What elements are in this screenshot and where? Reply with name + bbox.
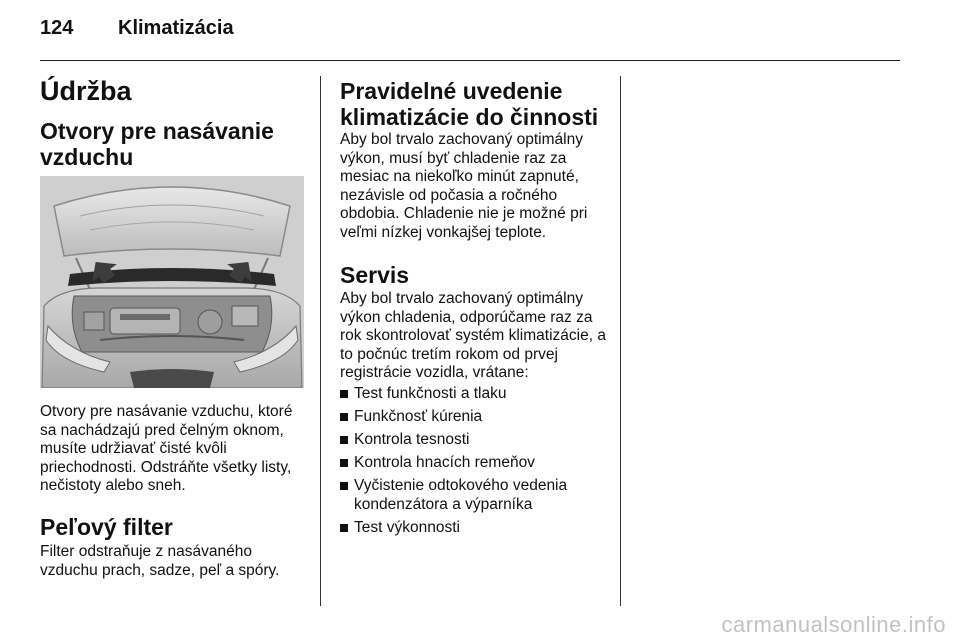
intake-text: Otvory pre nasávanie vzduchu, ktoré sa nachádzajú pred čelným oknom, musíte udržiavať čisté kvôli priechodnosti. Odstráňte všetky listy, nečistoty alebo sneh. <box>40 403 293 494</box>
list-item: Funkčnosť kúrenia <box>340 408 608 427</box>
header-divider <box>40 60 900 61</box>
service-heading: Servis <box>340 262 410 288</box>
intake-heading: Otvory pre nasávanie vzduchu <box>40 118 274 170</box>
column-divider-left <box>320 76 321 606</box>
section-title: Údržba <box>40 76 132 106</box>
chapter-title: Klimatizácia <box>118 17 234 39</box>
watermark: carmanualsonline.info <box>721 612 946 637</box>
car-open-hood-illustration <box>40 176 304 388</box>
list-item: Kontrola hnacích remeňov <box>340 454 608 473</box>
service-checklist <box>340 385 608 542</box>
filter-text: Filter odstraňuje z nasávaného vzduchu prach, sadze, peľ a spóry. <box>40 543 280 579</box>
list-item: Test funkčnosti a tlaku <box>340 385 608 404</box>
service-text: Aby bol trvalo zachovaný optimálny výkon chladenia, odporúčame raz za rok skontrolovať systém klimatizácie, a to počnúc tretím rokom od prvej registrácie vozidla, vrátane: <box>340 290 606 381</box>
list-item: Kontrola tesnosti <box>340 431 608 450</box>
list-item: Test výkonnosti <box>340 519 608 538</box>
filter-heading: Peľový filter <box>40 514 173 540</box>
hood-figure-svg <box>40 176 304 388</box>
page-number: 124 <box>40 17 74 39</box>
list-item: Vyčistenie odtokového vedenia kondenzátora a výparníka <box>340 477 608 514</box>
regular-operation-text: Aby bol trvalo zachovaný optimálny výkon, musí byť chladenie raz za mesiac na niekoľko minút zapnuté, nezávisle od počasia a ročného obdobia. Chladenie nie je možné pri veľmi nízkej vonkajšej teplote. <box>340 131 588 241</box>
column-divider-right <box>620 76 621 606</box>
regular-operation-heading: Pravidelné uvedenie klimatizácie do činnosti <box>340 78 599 130</box>
